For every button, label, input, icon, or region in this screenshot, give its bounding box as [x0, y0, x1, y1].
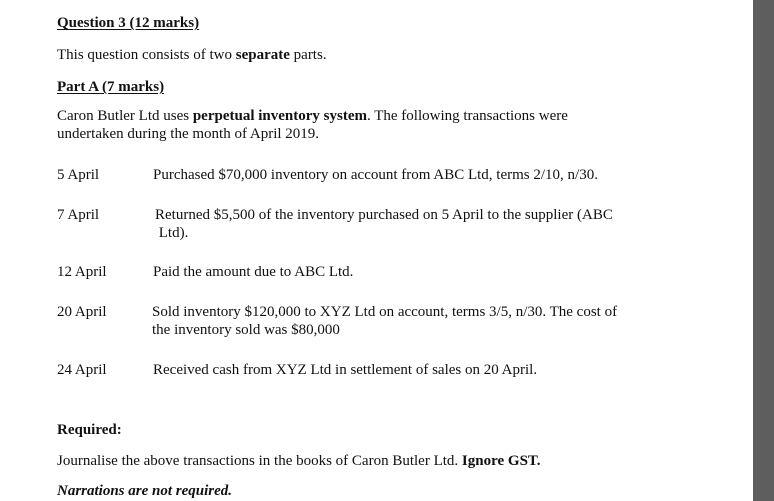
question-intro-prefix: This question consists of two [57, 47, 236, 63]
part-a-title: Part A (7 marks) [57, 79, 165, 95]
transaction-date: 12 April [57, 264, 107, 280]
part-a-para-bold: perpetual inventory system [192, 108, 367, 124]
question-intro [57, 46, 327, 64]
part-a-paragraph-line-2: undertaken during the month of April 2019. [57, 126, 320, 142]
transaction-description-continued: the inventory sold was $80,000 [152, 322, 340, 338]
transaction-description: Returned $5,500 of the inventory purchased on 5 April to the supplier (ABC [155, 207, 613, 223]
required-note: Narrations are not required. [57, 483, 233, 499]
question-intro-bold: separate [235, 47, 290, 63]
transaction-description: Received cash from XYZ Ltd in settlement of sales on 20 April. [153, 362, 538, 378]
question-intro-suffix: parts. [289, 47, 327, 63]
part-a-para-prefix: Caron Butler Ltd uses [57, 108, 193, 124]
required-instruction [57, 452, 541, 470]
viewer-scrollbar[interactable] [753, 0, 774, 501]
required-label: Required: [57, 422, 122, 438]
required-instruction-bold: Ignore GST. [461, 453, 541, 469]
transaction-description: Sold inventory $120,000 to XYZ Ltd on account, terms 3/5, n/30. The cost of [152, 304, 618, 320]
question-title: Question 3 (12 marks) [57, 15, 200, 31]
transaction-description: Paid the amount due to ABC Ltd. [153, 264, 354, 280]
transaction-description-continued: Ltd). [155, 225, 189, 241]
part-a-para-suffix: . The following transactions were [366, 108, 568, 124]
part-a-paragraph-line-1 [57, 107, 568, 125]
transaction-date: 24 April [57, 362, 107, 378]
transaction-description: Purchased $70,000 inventory on account from ABC Ltd, terms 2/10, n/30. [153, 167, 598, 183]
transaction-date: 7 April [57, 207, 100, 223]
transaction-date: 5 April [57, 167, 100, 183]
transaction-date: 20 April [57, 304, 107, 320]
required-instruction-prefix: Journalise the above transactions in the books of Caron Butler Ltd. [57, 453, 462, 469]
